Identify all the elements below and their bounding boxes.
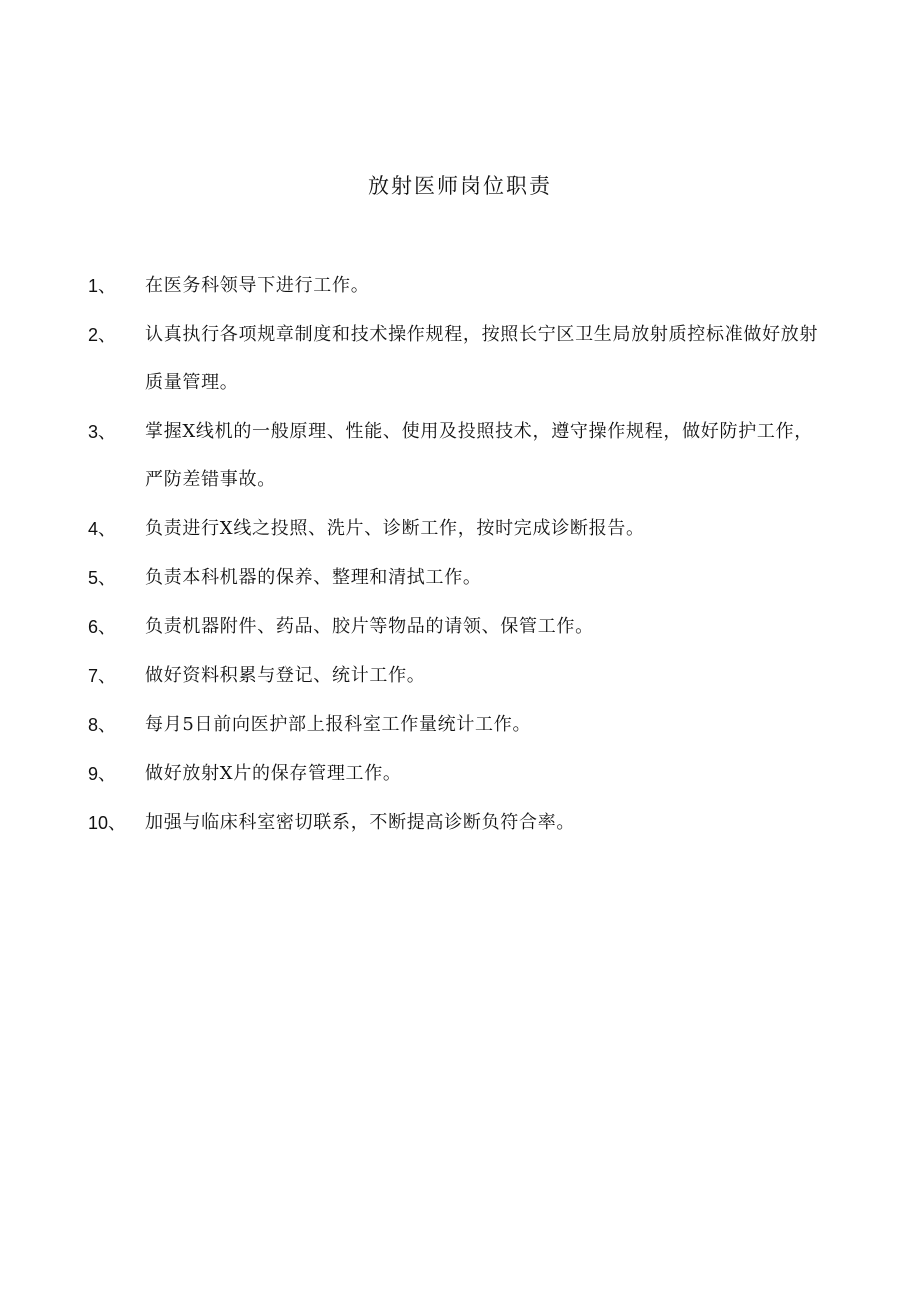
duty-text: 加强与临床科室密切联系，不断提高诊断负符合率。 — [145, 812, 576, 833]
duty-item-4 — [0, 505, 920, 553]
duty-item-2 — [0, 311, 920, 407]
duty-number: 1、 — [88, 276, 117, 296]
duty-text: 掌握X线机的一般原理、性能、使用及投照技术，遵守操作规程，做好防护工作，严防差错事故。 — [145, 421, 814, 490]
duty-item-9 — [0, 750, 920, 798]
duty-item-5 — [0, 554, 920, 602]
duty-text: 每月5日前向医护部上报科室工作量统计工作。 — [145, 714, 532, 735]
duty-item-7 — [0, 652, 920, 700]
duty-text: 负责进行X线之投照、洗片、诊断工作，按时完成诊断报告。 — [145, 518, 645, 539]
duty-list — [0, 262, 920, 848]
duty-number: 2、 — [88, 325, 117, 345]
duty-text: 认真执行各项规章制度和技术操作规程，按照长宁区卫生局放射质控标准做好放射质量管理。 — [145, 324, 819, 393]
duty-text: 负责本科机器的保养、整理和清拭工作。 — [145, 567, 482, 588]
duty-number: 9、 — [88, 764, 117, 784]
duty-number: 8、 — [88, 715, 117, 735]
duty-number: 5、 — [88, 568, 117, 588]
duty-item-3 — [0, 408, 920, 504]
duty-text: 负责机器附件、药品、胶片等物品的请领、保管工作。 — [145, 616, 594, 637]
duty-number: 7、 — [88, 666, 117, 686]
duty-text: 做好放射X片的保存管理工作。 — [145, 763, 402, 784]
duty-item-8 — [0, 701, 920, 749]
duty-text: 在医务科领导下进行工作。 — [145, 275, 370, 296]
duty-number: 6、 — [88, 617, 117, 637]
duty-text: 做好资料积累与登记、统计工作。 — [145, 665, 426, 686]
document-title: 放射医师岗位职责 — [368, 174, 552, 198]
duty-number: 4、 — [88, 519, 117, 539]
duty-number: 10、 — [88, 813, 127, 833]
duty-number: 3、 — [88, 422, 117, 442]
duty-item-10 — [0, 799, 920, 847]
duty-item-1 — [0, 262, 920, 310]
duty-item-6 — [0, 603, 920, 651]
